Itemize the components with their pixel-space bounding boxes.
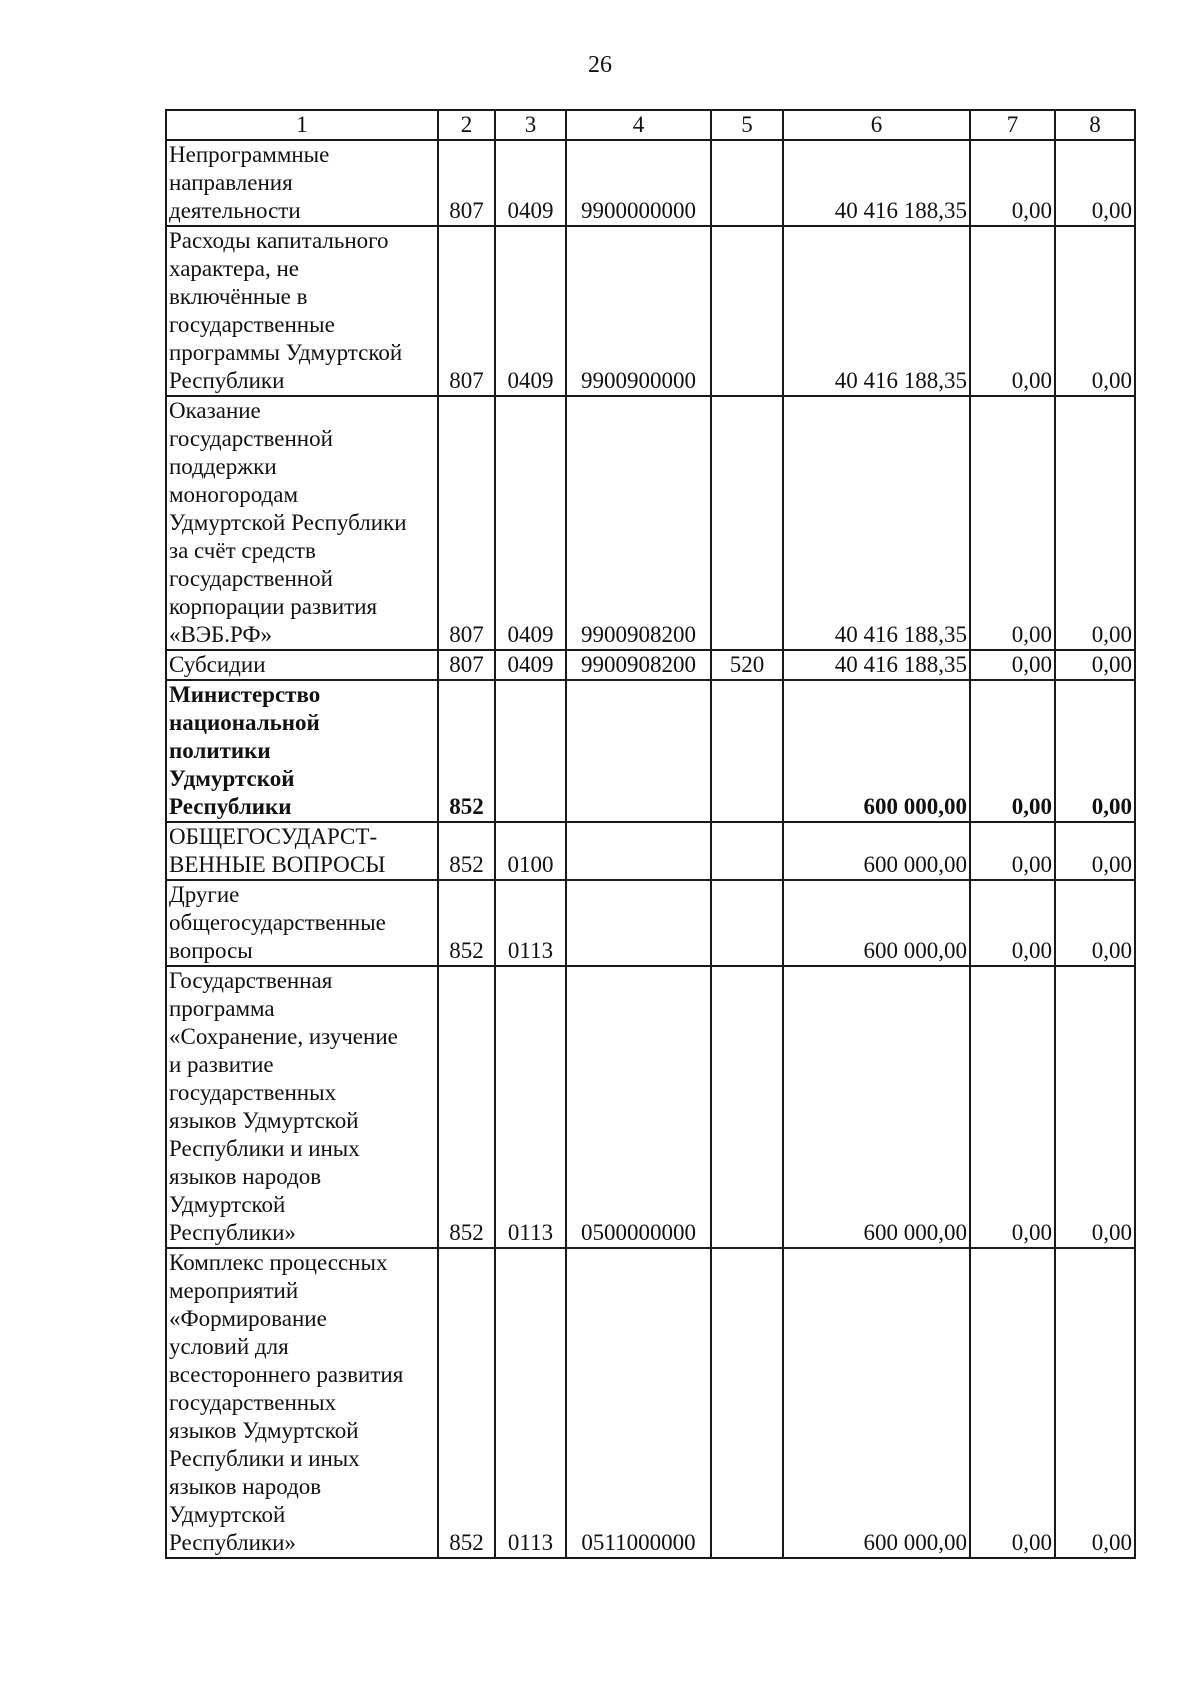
row-section-code: 0409 [495,396,566,650]
row-ministry-code: 807 [438,226,495,396]
row-target-article [566,880,711,966]
table-row [166,396,1135,650]
row-name: Расходы капитального характера, не включённые в государственные программы Удмуртской Республики [166,226,438,396]
row-amount-1: 600 000,00 [783,822,970,880]
header-col-8: 8 [1055,110,1135,140]
row-section-code: 0409 [495,650,566,680]
row-target-article: 9900908200 [566,396,711,650]
row-amount-3: 0,00 [1055,966,1135,1248]
table-row [166,226,1135,396]
row-name: Комплекс процессных мероприятий «Формирование условий для всестороннего развития государственных языков Удмуртской Республики и иных языков народов Удмуртской Республики» [166,1248,438,1558]
row-name: Непрограммные направления деятельности [166,140,438,226]
row-ministry-code: 852 [438,822,495,880]
row-amount-3: 0,00 [1055,680,1135,822]
header-col-6: 6 [783,110,970,140]
row-expense-type [711,1248,783,1558]
row-section-code: 0113 [495,1248,566,1558]
budget-table [165,109,1136,1559]
row-amount-3: 0,00 [1055,226,1135,396]
row-amount-2: 0,00 [970,1248,1055,1558]
row-amount-2: 0,00 [970,880,1055,966]
row-section-code: 0409 [495,226,566,396]
row-ministry-code: 852 [438,966,495,1248]
row-amount-1: 600 000,00 [783,1248,970,1558]
header-col-4: 4 [566,110,711,140]
row-target-article [566,680,711,822]
table-row [166,140,1135,226]
row-amount-1: 600 000,00 [783,680,970,822]
row-amount-1: 40 416 188,35 [783,140,970,226]
table-row-ministry [166,680,1135,822]
row-amount-3: 0,00 [1055,880,1135,966]
row-name: Оказание государственной поддержки моногородам Удмуртской Республики за счёт средств государственной корпорации развития «ВЭБ.РФ» [166,396,438,650]
row-expense-type [711,966,783,1248]
row-amount-1: 40 416 188,35 [783,650,970,680]
row-ministry-code: 807 [438,140,495,226]
row-expense-type [711,396,783,650]
row-expense-type: 520 [711,650,783,680]
table-row [166,650,1135,680]
header-col-1: 1 [166,110,438,140]
table-row [166,880,1135,966]
row-ministry-code: 852 [438,680,495,822]
row-section-code: 0113 [495,880,566,966]
row-amount-1: 40 416 188,35 [783,396,970,650]
row-amount-2: 0,00 [970,226,1055,396]
row-amount-1: 600 000,00 [783,966,970,1248]
row-amount-2: 0,00 [970,140,1055,226]
row-ministry-code: 807 [438,650,495,680]
row-amount-2: 0,00 [970,966,1055,1248]
row-amount-3: 0,00 [1055,396,1135,650]
header-col-5: 5 [711,110,783,140]
row-amount-2: 0,00 [970,396,1055,650]
header-col-2: 2 [438,110,495,140]
row-section-code: 0113 [495,966,566,1248]
row-amount-3: 0,00 [1055,822,1135,880]
row-target-article: 0500000000 [566,966,711,1248]
row-section-code: 0100 [495,822,566,880]
row-name: ОБЩЕГОСУДАРСТ- ВЕННЫЕ ВОПРОСЫ [166,822,438,880]
row-expense-type [711,226,783,396]
row-expense-type [711,680,783,822]
row-name: Субсидии [166,650,438,680]
row-amount-2: 0,00 [970,680,1055,822]
row-target-article: 0511000000 [566,1248,711,1558]
row-name: Другие общегосударственные вопросы [166,880,438,966]
row-expense-type [711,140,783,226]
table-row [166,966,1135,1248]
page-number: 26 [588,52,612,78]
row-target-article: 9900000000 [566,140,711,226]
row-name: Государственная программа «Сохранение, изучение и развитие государственных языков Удмуртской Республики и иных языков народов Удмуртской Республики» [166,966,438,1248]
table-row [166,822,1135,880]
row-expense-type [711,880,783,966]
table-header-row [166,110,1135,140]
row-ministry-code: 852 [438,880,495,966]
row-amount-2: 0,00 [970,650,1055,680]
row-amount-3: 0,00 [1055,140,1135,226]
row-name: Министерство национальной политики Удмуртской Республики [166,680,438,822]
row-expense-type [711,822,783,880]
header-col-7: 7 [970,110,1055,140]
row-amount-1: 40 416 188,35 [783,226,970,396]
row-target-article: 9900900000 [566,226,711,396]
row-amount-3: 0,00 [1055,1248,1135,1558]
row-ministry-code: 807 [438,396,495,650]
row-section-code [495,680,566,822]
table-row [166,1248,1135,1558]
row-amount-3: 0,00 [1055,650,1135,680]
row-amount-2: 0,00 [970,822,1055,880]
header-col-3: 3 [495,110,566,140]
row-amount-1: 600 000,00 [783,880,970,966]
row-section-code: 0409 [495,140,566,226]
row-target-article [566,822,711,880]
row-target-article: 9900908200 [566,650,711,680]
row-ministry-code: 852 [438,1248,495,1558]
